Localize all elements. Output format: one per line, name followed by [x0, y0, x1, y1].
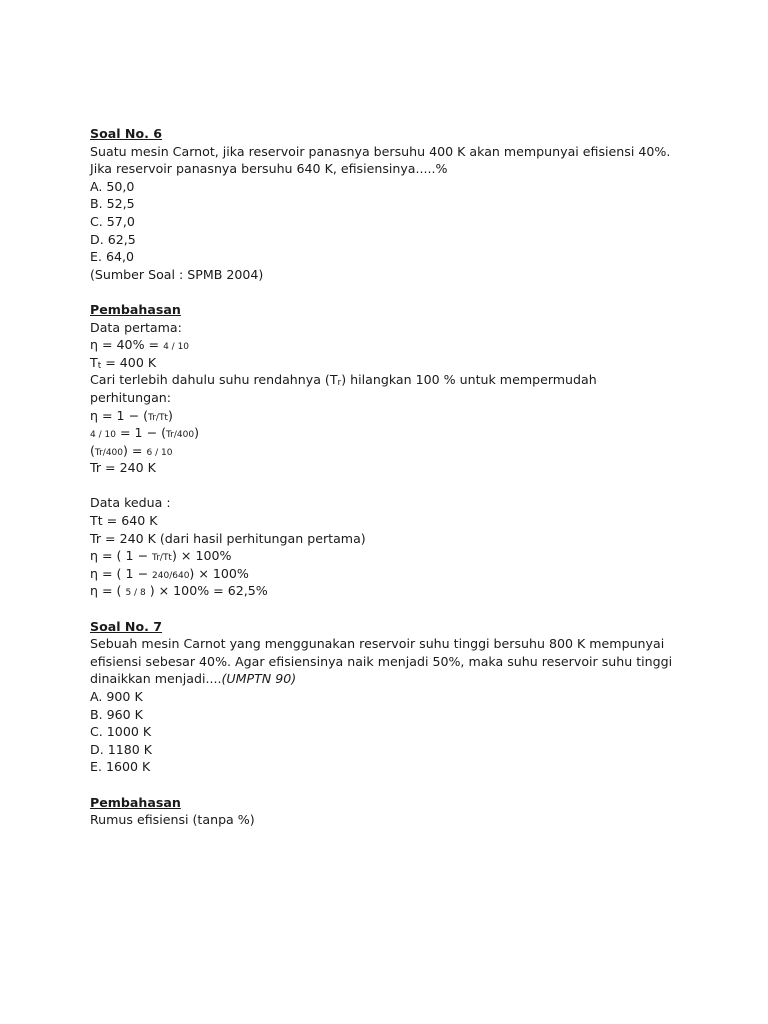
- equation-3-mid: ) =: [123, 442, 147, 458]
- eta-step-b: [90, 565, 690, 583]
- equation-4: Tr = 240 K: [90, 460, 156, 476]
- equation-2-fraction-b: Tr/400: [165, 430, 195, 441]
- soal-6-option-b: B. 52,5: [90, 196, 135, 212]
- cari-line-2: perhitungan:: [90, 389, 172, 405]
- tr-second: Tr = 240 K (dari hasil perhitungan pertama): [90, 530, 366, 546]
- equation-1: [90, 407, 690, 425]
- eta-step-c: [90, 582, 690, 600]
- soal-7-option-d: D. 1180 K: [90, 741, 153, 757]
- eta-step-a-prefix: η = ( 1 −: [90, 548, 153, 564]
- data-kedua-label: Data kedua :: [90, 495, 171, 511]
- spacer: [90, 776, 690, 794]
- soal-7-option-b: B. 960 K: [90, 706, 143, 722]
- tt-first-subscript: t: [97, 360, 102, 371]
- soal-7-source: (UMPTN 90): [221, 671, 297, 687]
- equation-2-mid: = 1 − (: [115, 425, 166, 441]
- document-page: [90, 125, 690, 829]
- soal-6-option-c: C. 57,0: [90, 213, 135, 229]
- soal-6-option-d: D. 62,5: [90, 231, 136, 247]
- equation-1-prefix: η = 1 − (: [90, 407, 149, 423]
- cari-line-1: [90, 371, 690, 389]
- eta-step-c-prefix: η = (: [90, 583, 126, 599]
- eta-step-c-suffix: ) × 100% = 62,5%: [145, 583, 268, 599]
- soal-6-heading: Soal No. 6: [90, 126, 163, 141]
- spacer: [90, 283, 690, 301]
- equation-2-suffix: ): [194, 425, 199, 441]
- eta-first-prefix: η = 40% =: [90, 337, 164, 353]
- soal-7-question-line-1: Sebuah mesin Carnot yang menggunakan reservoir suhu tinggi bersuhu 800 K mempunyai: [90, 636, 665, 652]
- spacer: [90, 477, 690, 495]
- eta-step-c-fraction: 5 / 8: [125, 588, 146, 599]
- tt-first-prefix: T: [90, 354, 98, 370]
- tt-first-equation: [90, 354, 690, 372]
- soal-6-question-line-2: Jika reservoir panasnya bersuhu 640 K, efisiensinya.....%: [90, 161, 448, 177]
- eta-step-a: [90, 547, 690, 565]
- eta-step-a-suffix: ) × 100%: [171, 548, 232, 564]
- soal-6-option-e: E. 64,0: [90, 249, 135, 265]
- cari-subscript: r: [337, 378, 342, 389]
- eta-first-fraction: 4 / 10: [163, 342, 190, 353]
- soal-7-option-a: A. 900 K: [90, 689, 143, 704]
- soal-7-option-c: C. 1000 K: [90, 724, 152, 740]
- pembahasan-6-heading: Pembahasan: [90, 301, 181, 317]
- eta-first-equation: [90, 336, 690, 354]
- eta-step-b-fraction: 240/640: [152, 570, 190, 581]
- equation-3: [90, 442, 690, 460]
- soal-6-source: (Sumber Soal : SPMB 2004): [90, 266, 264, 282]
- tt-first-suffix: = 400 K: [101, 354, 157, 370]
- eta-step-b-suffix: ) × 100%: [189, 565, 249, 581]
- soal-6-question-line-1: Suatu mesin Carnot, jika reservoir panasnya bersuhu 400 K akan mempunyai efisiensi 40%.: [90, 143, 671, 159]
- soal-7-question-line-2: efisiensi sebesar 40%. Agar efisiensinya naik menjadi 50%, maka suhu reservoir suhu tinggi: [90, 653, 673, 669]
- soal-7-heading: Soal No. 7: [90, 618, 163, 634]
- soal-7-question-last: dinaikkan menjadi....: [90, 671, 222, 687]
- tt-second: Tt = 640 K: [90, 513, 158, 529]
- cari-suffix: ) hilangkan 100 % untuk mempermudah: [341, 372, 597, 388]
- soal-7-question-line-3: [90, 670, 690, 688]
- cari-prefix: Cari terlebih dahulu suhu rendahnya (T: [90, 372, 338, 388]
- equation-1-suffix: ): [167, 407, 173, 423]
- equation-3-fraction-a: Tr/400: [94, 447, 124, 458]
- eta-step-a-fraction: Tr/Tt: [152, 553, 172, 564]
- data-pertama-label: Data pertama:: [90, 319, 182, 335]
- soal-7-option-e: E. 1600 K: [90, 759, 151, 775]
- equation-2-fraction-a: 4 / 10: [90, 430, 116, 441]
- equation-3-prefix: (: [90, 442, 95, 458]
- eta-step-b-prefix: η = ( 1 −: [90, 565, 153, 581]
- equation-2: [90, 424, 690, 442]
- spacer: [90, 600, 690, 618]
- rumus-efisiensi: Rumus efisiensi (tanpa %): [90, 812, 255, 828]
- equation-1-fraction: Tr/Tt: [148, 412, 168, 423]
- pembahasan-7-heading: Pembahasan: [90, 794, 181, 810]
- equation-3-fraction-b: 6 / 10: [146, 447, 173, 458]
- soal-6-option-a: A. 50,0: [90, 178, 135, 194]
